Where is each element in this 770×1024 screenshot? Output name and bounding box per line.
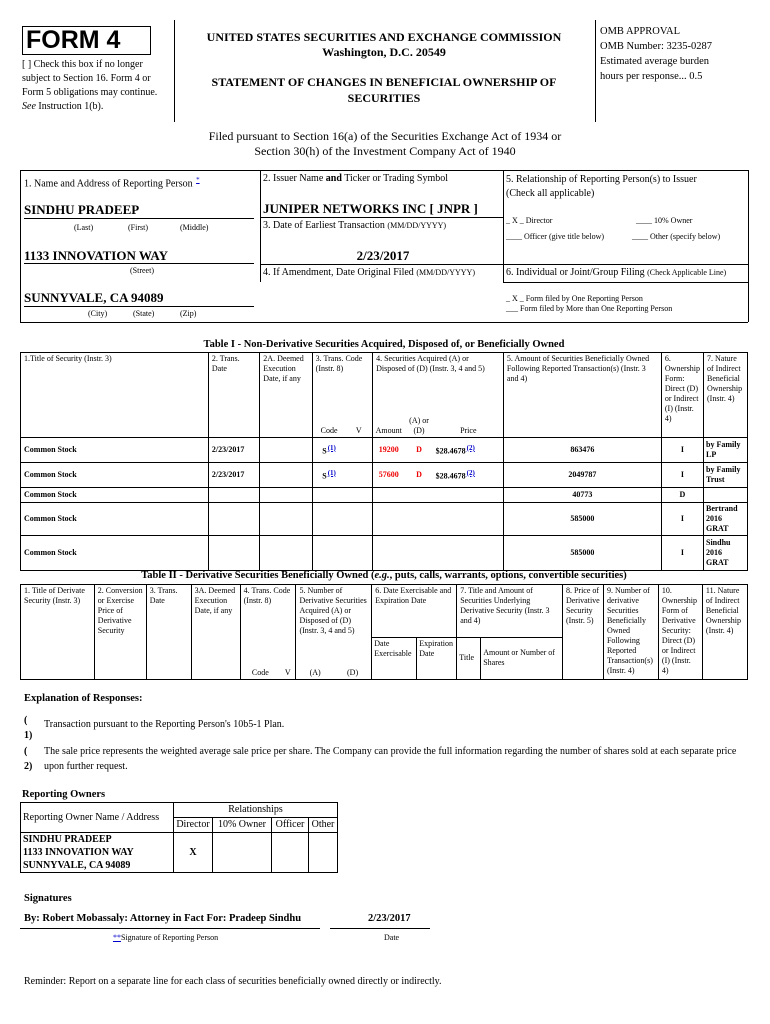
owner-name-address: SINDHU PRADEEP 1133 INNOVATION WAY SUNNYVALE, CA 94089 bbox=[21, 833, 174, 873]
owners-h-officer: Officer bbox=[272, 818, 309, 833]
explanation-title: Explanation of Responses: bbox=[24, 693, 143, 704]
owner-director-mark: X bbox=[174, 833, 213, 873]
other-check[interactable]: ____ Other (specify below) bbox=[632, 232, 721, 241]
t1-s-amount: Amount bbox=[373, 415, 405, 438]
owners-h-relationships: Relationships bbox=[174, 803, 338, 818]
t2-h5: 5. Number of Derivative Securities Acquired (A) or Disposed of (D) (Instr. 3, 4 and 5) bbox=[296, 585, 372, 638]
t2-h11: 11. Nature of Indirect Beneficial Ownership (Instr. 4) bbox=[702, 585, 747, 680]
t2-h3a: 3A. Deemed Execution Date, if any bbox=[191, 585, 240, 680]
omb-burden: Estimated average burden bbox=[600, 56, 710, 67]
t2-s-code: Code bbox=[240, 637, 280, 679]
t1-s-code: Code bbox=[312, 415, 345, 438]
explanation-text-1: Transaction pursuant to the Reporting Person's 10b5-1 Plan. bbox=[44, 719, 285, 730]
t1-h-acq: 4. Securities Acquired (A) or Disposed of (D) (Instr. 3, 4 and 5) bbox=[373, 353, 504, 415]
city-state-zip: SUNNYVALE, CA 94089 bbox=[24, 290, 164, 305]
footnote-1-link[interactable]: (1) bbox=[327, 443, 336, 452]
date-label: Date bbox=[384, 933, 400, 942]
table1 bbox=[20, 352, 748, 571]
reminder-text: Reminder: Report on a separate line for each class of securities beneficially owned directly or indirectly. bbox=[24, 976, 442, 987]
explanation-num-1: ( 1) bbox=[24, 715, 33, 741]
owners-h-director: Director bbox=[174, 818, 213, 833]
table-row bbox=[21, 833, 338, 873]
omb-number: OMB Number: 3235-0287 bbox=[600, 41, 712, 52]
signature-by: By: Robert Mobassaly: Attorney in Fact For: Pradeep Sindhu bbox=[24, 913, 302, 924]
t2-h4: 4. Trans. Code (Instr. 8) bbox=[240, 585, 296, 638]
t2-s-exp: Expiration Date bbox=[417, 637, 457, 679]
footnote-2-link[interactable]: (2) bbox=[466, 443, 475, 452]
t2-h8: 8. Price of Derivative Security (Instr. 5) bbox=[562, 585, 603, 680]
t2-h1: 1. Title of Derivate Security (Instr. 3) bbox=[21, 585, 95, 680]
issuer-label: 2. Issuer Name and Ticker or Trading Symbol bbox=[263, 173, 449, 184]
multi-person-check[interactable]: ___ Form filed by More than One Reporting Person bbox=[506, 304, 673, 313]
table-row: Common Stock 2/23/2017 S(1) 57600 D $28.4678(2) 2049787 I by Family Trust bbox=[21, 462, 748, 487]
agency-name: UNITED STATES SECURITIES AND EXCHANGE COMMISSION bbox=[206, 30, 562, 44]
issuer-name: JUNIPER NETWORKS INC [ JNPR ] bbox=[263, 201, 478, 216]
agency-location: Washington, D.C. 20549 bbox=[322, 45, 446, 59]
table-row: Common Stock 40773 D bbox=[21, 487, 748, 502]
t1-h-nature: 7. Nature of Indirect Beneficial Ownership (Instr. 4) bbox=[704, 353, 748, 438]
t2-h10: 10. Ownership Form of Derivative Security: Direct (D) or Indirect (I) (Instr. 4) bbox=[658, 585, 702, 680]
zip-label: (Zip) bbox=[180, 309, 197, 318]
explanation-text-2: The sale price represents the weighted average sale price per share. The Company can provide the full information regarding the number of shares sold at each separate price upon further request. bbox=[44, 746, 737, 772]
signature-date: 2/23/2017 bbox=[368, 913, 411, 924]
owners-title: Reporting Owners bbox=[22, 789, 106, 800]
t2-s-amount: Amount or Number of Shares bbox=[481, 637, 563, 679]
omb-box bbox=[600, 24, 760, 84]
relationship-label: 5. Relationship of Reporting Person(s) to Issuer (Check all applicable) bbox=[506, 174, 697, 199]
signature-footnote-link[interactable]: ** bbox=[113, 933, 121, 942]
one-person-check[interactable]: _ X _ Form filed by One Reporting Person bbox=[506, 294, 643, 303]
t2-s-a: (A) bbox=[296, 637, 334, 679]
t1-h-code: 3. Trans. Code (Instr. 8) bbox=[312, 353, 372, 415]
amendment-label: 4. If Amendment, Date Original Filed (MM/DD/YYYY) bbox=[263, 267, 475, 278]
omb-approval: OMB APPROVAL bbox=[600, 26, 681, 37]
t1-h-form: 6. Ownership Form: Direct (D) or Indirect (I) (Instr. 4) bbox=[661, 353, 703, 438]
table-row: Common Stock 585000 I Bertrand 2016 GRAT bbox=[21, 502, 748, 535]
t1-s-price: Price bbox=[434, 415, 504, 438]
middle-label: (Middle) bbox=[180, 223, 209, 232]
earliest-date: 2/23/2017 bbox=[356, 248, 410, 263]
t1-h-date: 2. Trans. Date bbox=[208, 353, 259, 415]
city-label: (City) bbox=[88, 309, 108, 318]
explanation-num-2: ( 2) bbox=[24, 746, 33, 772]
reporting-person-label: 1. Name and Address of Reporting Person * bbox=[24, 176, 200, 190]
footnote-2-link[interactable]: (2) bbox=[466, 468, 475, 477]
owners-h-name: Reporting Owner Name / Address bbox=[21, 803, 174, 833]
earliest-date-label: 3. Date of Earliest Transaction (MM/DD/YYYY) bbox=[263, 220, 447, 231]
owners-h-other: Other bbox=[309, 818, 338, 833]
t1-h-title: 1.Title of Security (Instr. 3) bbox=[21, 353, 209, 415]
table2 bbox=[20, 584, 748, 680]
t2-h9: 9. Number of derivative Securities Beneficially Owned Following Reported Transaction(s) (Instr. 4) bbox=[603, 585, 658, 680]
signatures-title: Signatures bbox=[24, 893, 72, 904]
director-check[interactable]: _ X _ Director bbox=[506, 216, 553, 225]
state-label: (State) bbox=[133, 309, 155, 318]
t2-s-date-ex: Date Exercisable bbox=[372, 637, 417, 679]
form-title-box bbox=[22, 26, 151, 55]
t2-s-d: (D) bbox=[334, 637, 372, 679]
filed-pursuant: Filed pursuant to Section 16(a) of the Securities Exchange Act of 1934 or Section 30(h) of the Investment Company Act of 1940 bbox=[208, 129, 562, 158]
last-label: (Last) bbox=[74, 223, 94, 232]
t2-s-v: V bbox=[280, 637, 296, 679]
t1-s-ad: (A) or (D) bbox=[409, 415, 429, 435]
table-row: Common Stock 585000 I Sindhu 2016 GRAT bbox=[21, 535, 748, 570]
first-label: (First) bbox=[128, 223, 148, 232]
owners-table bbox=[20, 802, 338, 873]
t2-s-title: Title bbox=[457, 637, 481, 679]
filing-label: 6. Individual or Joint/Group Filing (Check Applicable Line) bbox=[506, 267, 727, 278]
ten-pct-owner-check[interactable]: ____ 10% Owner bbox=[636, 216, 693, 225]
t2-h7: 7. Title and Amount of Securities Underlying Derivative Security (Instr. 3 and 4) bbox=[457, 585, 563, 638]
statement-title: STATEMENT OF CHANGES IN BENEFICIAL OWNERSHIP OF SECURITIES bbox=[211, 75, 557, 105]
owners-h-ten: 10% Owner bbox=[213, 818, 272, 833]
omb-hours: hours per response... 0.5 bbox=[600, 71, 703, 82]
checkbox-note: [ ] Check this box if no longer subject to Section 16. Form 4 or Form 5 obligations may continue. See Instruction 1(b). bbox=[22, 59, 158, 112]
t2-h6: 6. Date Exercisable and Expiration Date bbox=[372, 585, 457, 638]
form-title: FORM 4 bbox=[26, 26, 121, 54]
t1-h-deemed: 2A. Deemed Execution Date, if any bbox=[260, 353, 312, 415]
reporting-person-name: SINDHU PRADEEP bbox=[24, 202, 140, 217]
table-row: Common Stock 2/23/2017 S(1) 19200 D $28.4678(2) 863476 I by Family LP bbox=[21, 437, 748, 462]
signature-label: **Signature of Reporting Person bbox=[113, 933, 219, 942]
street-label: (Street) bbox=[130, 266, 154, 275]
t2-h2: 2. Conversion or Exercise Price of Derivative Security bbox=[94, 585, 146, 680]
footnote-1-link[interactable]: (1) bbox=[327, 468, 336, 477]
t2-h3: 3. Trans. Date bbox=[146, 585, 191, 680]
footnote-link[interactable]: * bbox=[196, 176, 200, 184]
street-address: 1133 INNOVATION WAY bbox=[24, 248, 169, 263]
t1-h-owned: 5. Amount of Securities Beneficially Owned Following Reported Transaction(s) (Instr. 3 and 4) bbox=[503, 353, 661, 438]
t1-s-v: V bbox=[346, 415, 373, 438]
table1-title: Table I - Non-Derivative Securities Acquired, Disposed of, or Beneficially Owned bbox=[203, 339, 565, 350]
officer-check[interactable]: ____ Officer (give title below) bbox=[506, 232, 605, 241]
table2-title: Table II - Derivative Securities Beneficially Owned (e.g., puts, calls, warrants, options, convertible securities) bbox=[141, 570, 627, 581]
